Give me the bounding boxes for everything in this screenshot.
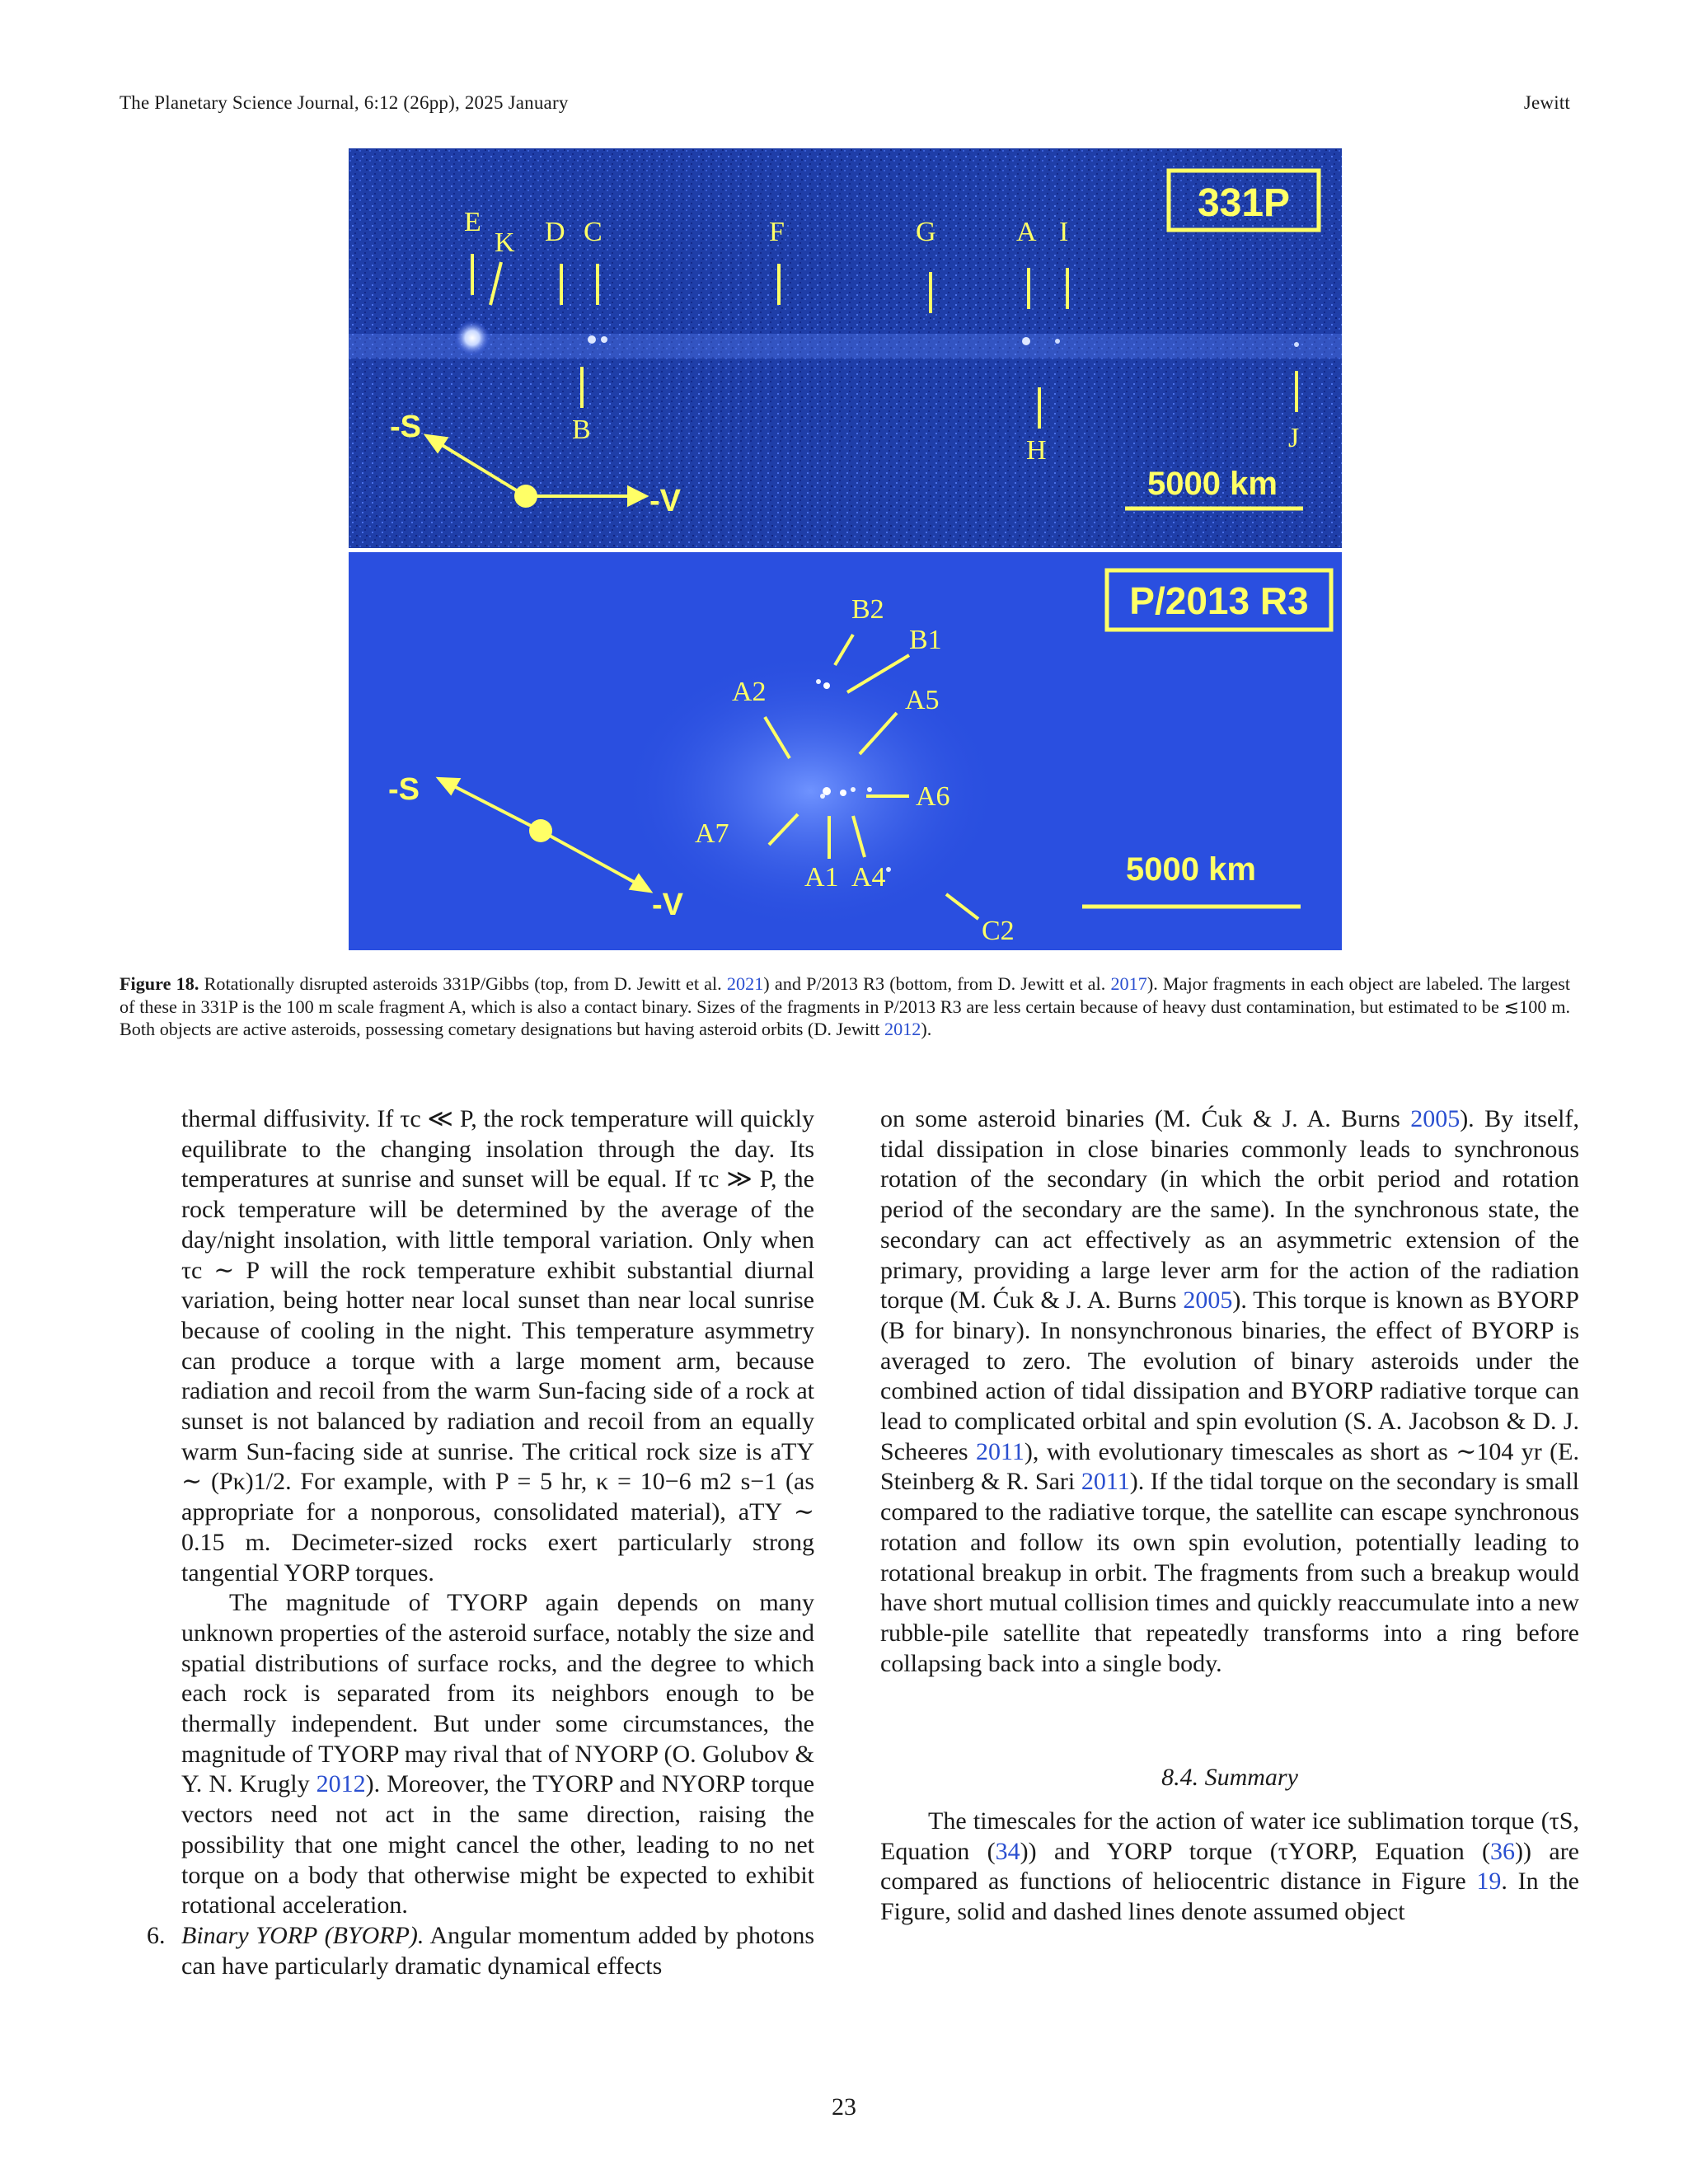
fragment-label: C (584, 217, 603, 247)
citation-link[interactable]: 2005 (1183, 1286, 1233, 1315)
velocity-direction-label: -V (649, 484, 681, 518)
paragraph-text: The timescales for the action of water ice sublimation torque (τS, Equation ( (880, 1807, 1579, 1865)
object-label-p2013r3: P/2013 R3 (1129, 579, 1309, 622)
fragment-label: B2 (851, 594, 884, 625)
figure-caption (120, 972, 1570, 1041)
list-item-text: Angular momentum added by photons can have particularly dramatic dynamical effects (181, 1921, 814, 1980)
running-header-journal: The Planetary Science Journal, 6:12 (26pp), 2025 January (120, 92, 569, 113)
left-column (147, 1104, 815, 1981)
paragraph (181, 1588, 814, 1921)
page-number: 23 (832, 2093, 856, 2121)
running-header-author: Jewitt (1523, 92, 1570, 113)
paragraph-text: on some asteroid binaries (M. Ćuk & J. A. Burns (880, 1105, 1411, 1132)
citation-link[interactable]: 2012 (316, 1770, 366, 1798)
figure-18 (349, 148, 1342, 950)
caption-text: Rotationally disrupted asteroids 331P/Gibbs (top, from D. Jewitt et al. (204, 973, 727, 994)
citation-link[interactable]: 2011 (1081, 1468, 1130, 1496)
fragment-label: B1 (909, 625, 942, 655)
scale-bar-label: 5000 km (1147, 466, 1278, 502)
figure-link[interactable]: 19 (1476, 1868, 1502, 1896)
fragment-label: J (1288, 423, 1300, 453)
fragment-label: A (1016, 217, 1037, 247)
paragraph-text: The magnitude of TYORP again depends on many unknown properties of the asteroid surface, notably the size and spatial distributions of surface rocks, and the degree to which each rock is separated from its neighbors enough to be thermally independent. But under some circumstances, the magnitude of TYORP may rival that of NYORP (O. Golubov & Y. N. Krugly (181, 1589, 814, 1798)
velocity-direction-label: -V (652, 888, 683, 922)
sun-direction-label: -S (390, 410, 421, 444)
fragment-label: G (916, 217, 936, 247)
fragment-label: C2 (982, 916, 1015, 946)
fragment-label: E (464, 207, 481, 237)
fragment-label: B (572, 415, 591, 445)
caption-text: ). (921, 1019, 932, 1039)
fragment-label: D (545, 217, 565, 247)
paragraph-text: ). By itself, tidal dissipation in close binaries commonly leads to synchronous rotation of the secondary (in which the orbit period and rotation period of the secondary are the same). In the synchronous state, the secondary can act effectively as an asymmetric extension of the primary, providing a large lever arm for the action of the radiation torque (M. Ćuk & J. A. Burns (880, 1105, 1579, 1315)
fragment-e-blob (454, 320, 490, 356)
fragment-label: I (1059, 217, 1069, 247)
fragment-label: A1 (804, 862, 839, 893)
paragraph-text: )) and YORP torque (τYORP, Equation ( (1020, 1837, 1491, 1865)
citation-link[interactable]: 2011 (976, 1437, 1025, 1465)
fragment-label: F (769, 217, 785, 247)
list-item-title: Binary YORP (BYORP). (181, 1921, 424, 1949)
paragraph (880, 1807, 1579, 1928)
paragraph-text: ), with evolutionary timescales as short as ∼104 yr (E. Steinberg & R. Sari (880, 1437, 1579, 1496)
paragraph-text: ). This torque is known as BYORP (B for binary). In nonsynchronous binaries, the effect of BYORP is averaged to zero. The evolution of binary asteroids under the combined action of tidal dissipation and BYORP radiative torque can lead to complicated orbital and spin evolution (S. A. Jacobson & D. J. Scheeres (880, 1286, 1579, 1465)
fragment-label: A6 (916, 781, 950, 812)
caption-text: ). Major fragments in each object are labeled. The largest of these in 331P is the 100 m scale fragment A, which is also a contact binary. Sizes of the fragments in P/2013 R3 are less certain because of heavy dust contamination, but estimated to be ≲100 m. Both objects are active asteroids, possessing cometary designations but having asteroid orbits (D. Jewitt (120, 973, 1570, 1039)
equation-link[interactable]: 36 (1490, 1837, 1516, 1865)
citation-link[interactable]: 2005 (1410, 1105, 1461, 1132)
caption-text: ) and P/2013 R3 (bottom, from D. Jewitt et al. (763, 973, 1111, 994)
equation-link[interactable]: 34 (995, 1837, 1020, 1865)
fragment-label: A2 (732, 677, 767, 707)
fragment-label: H (1026, 435, 1047, 466)
scale-bar-label: 5000 km (1126, 851, 1256, 888)
paragraph: thermal diffusivity. If τc ≪ P, the rock temperature will quickly equilibrate to the changing insolation through the day. Its temperatures at sunrise and sunset will be equal. If τc ≫ P, the rock temperature will be determined by the average of the day/night insolation, with little temporal variation. Only when τc ∼ P will the rock temperature exhibit substantial diurnal variation, being hotter near local sunset than near local sunrise because of cooling in the night. This temperature asymmetry can produce a torque with a large moment arm, because radiation and recoil from the warm Sun-facing side of a rock at sunset is not balanced by radiation and recoil from an equally warm Sun-facing side at sunrise. The critical rock size is aTY ∼ (Pκ)1/2. For example, with P = 5 hr, κ = 10−6 m2 s−1 (as appropriate for a nonporous, consolidated material), aTY ∼ 0.15 m. Decimeter-sized rocks exert particularly strong tangential YORP torques. (181, 1105, 814, 1586)
list-item-number: 6. (147, 1921, 166, 1949)
fragment-label: A5 (905, 685, 940, 715)
list-item (147, 1921, 814, 1981)
fragment-label: A7 (695, 818, 729, 849)
citation-link[interactable]: 2017 (1110, 973, 1147, 994)
sun-direction-label: -S (388, 772, 420, 807)
citation-link[interactable]: 2021 (726, 973, 764, 994)
fragment-label: K (495, 227, 515, 258)
figure-panel-331p (349, 148, 1342, 548)
section-heading: 8.4. Summary (1161, 1764, 1298, 1792)
paragraph-text: . In the Figure, solid and dashed lines denote assumed object (880, 1868, 1579, 1926)
paragraph-text: ). Moreover, the TYORP and NYORP torque vectors need not act in the same direction, raising the possibility that one might cancel the other, leading to no net torque on a body that otherwise might be expected to exhibit rotational acceleration. (181, 1770, 815, 1919)
figure-panel-p2013r3 (349, 552, 1342, 950)
figure-caption-label: Figure 18. (120, 973, 199, 994)
paragraph (880, 1104, 1579, 1679)
citation-link[interactable]: 2012 (884, 1019, 921, 1039)
paragraph-text: ). If the tidal torque on the secondary is small compared to the radiative torque, the satellite can escape synchronous rotation and follow its own spin evolution, potentially leading to rotational breakup in orbit. The fragments from such a breakup would have short mutual collision times and quickly reaccumulate into a new rubble-pile satellite that repeatedly transforms into a ring before collapsing back into a single body. (880, 1468, 1579, 1677)
object-label-331p: 331P (1197, 181, 1291, 225)
right-column (880, 1104, 1579, 1928)
fragment-label: A4 (851, 862, 886, 893)
paragraph-text: )) are compared as functions of heliocentric distance in Figure (880, 1837, 1579, 1896)
